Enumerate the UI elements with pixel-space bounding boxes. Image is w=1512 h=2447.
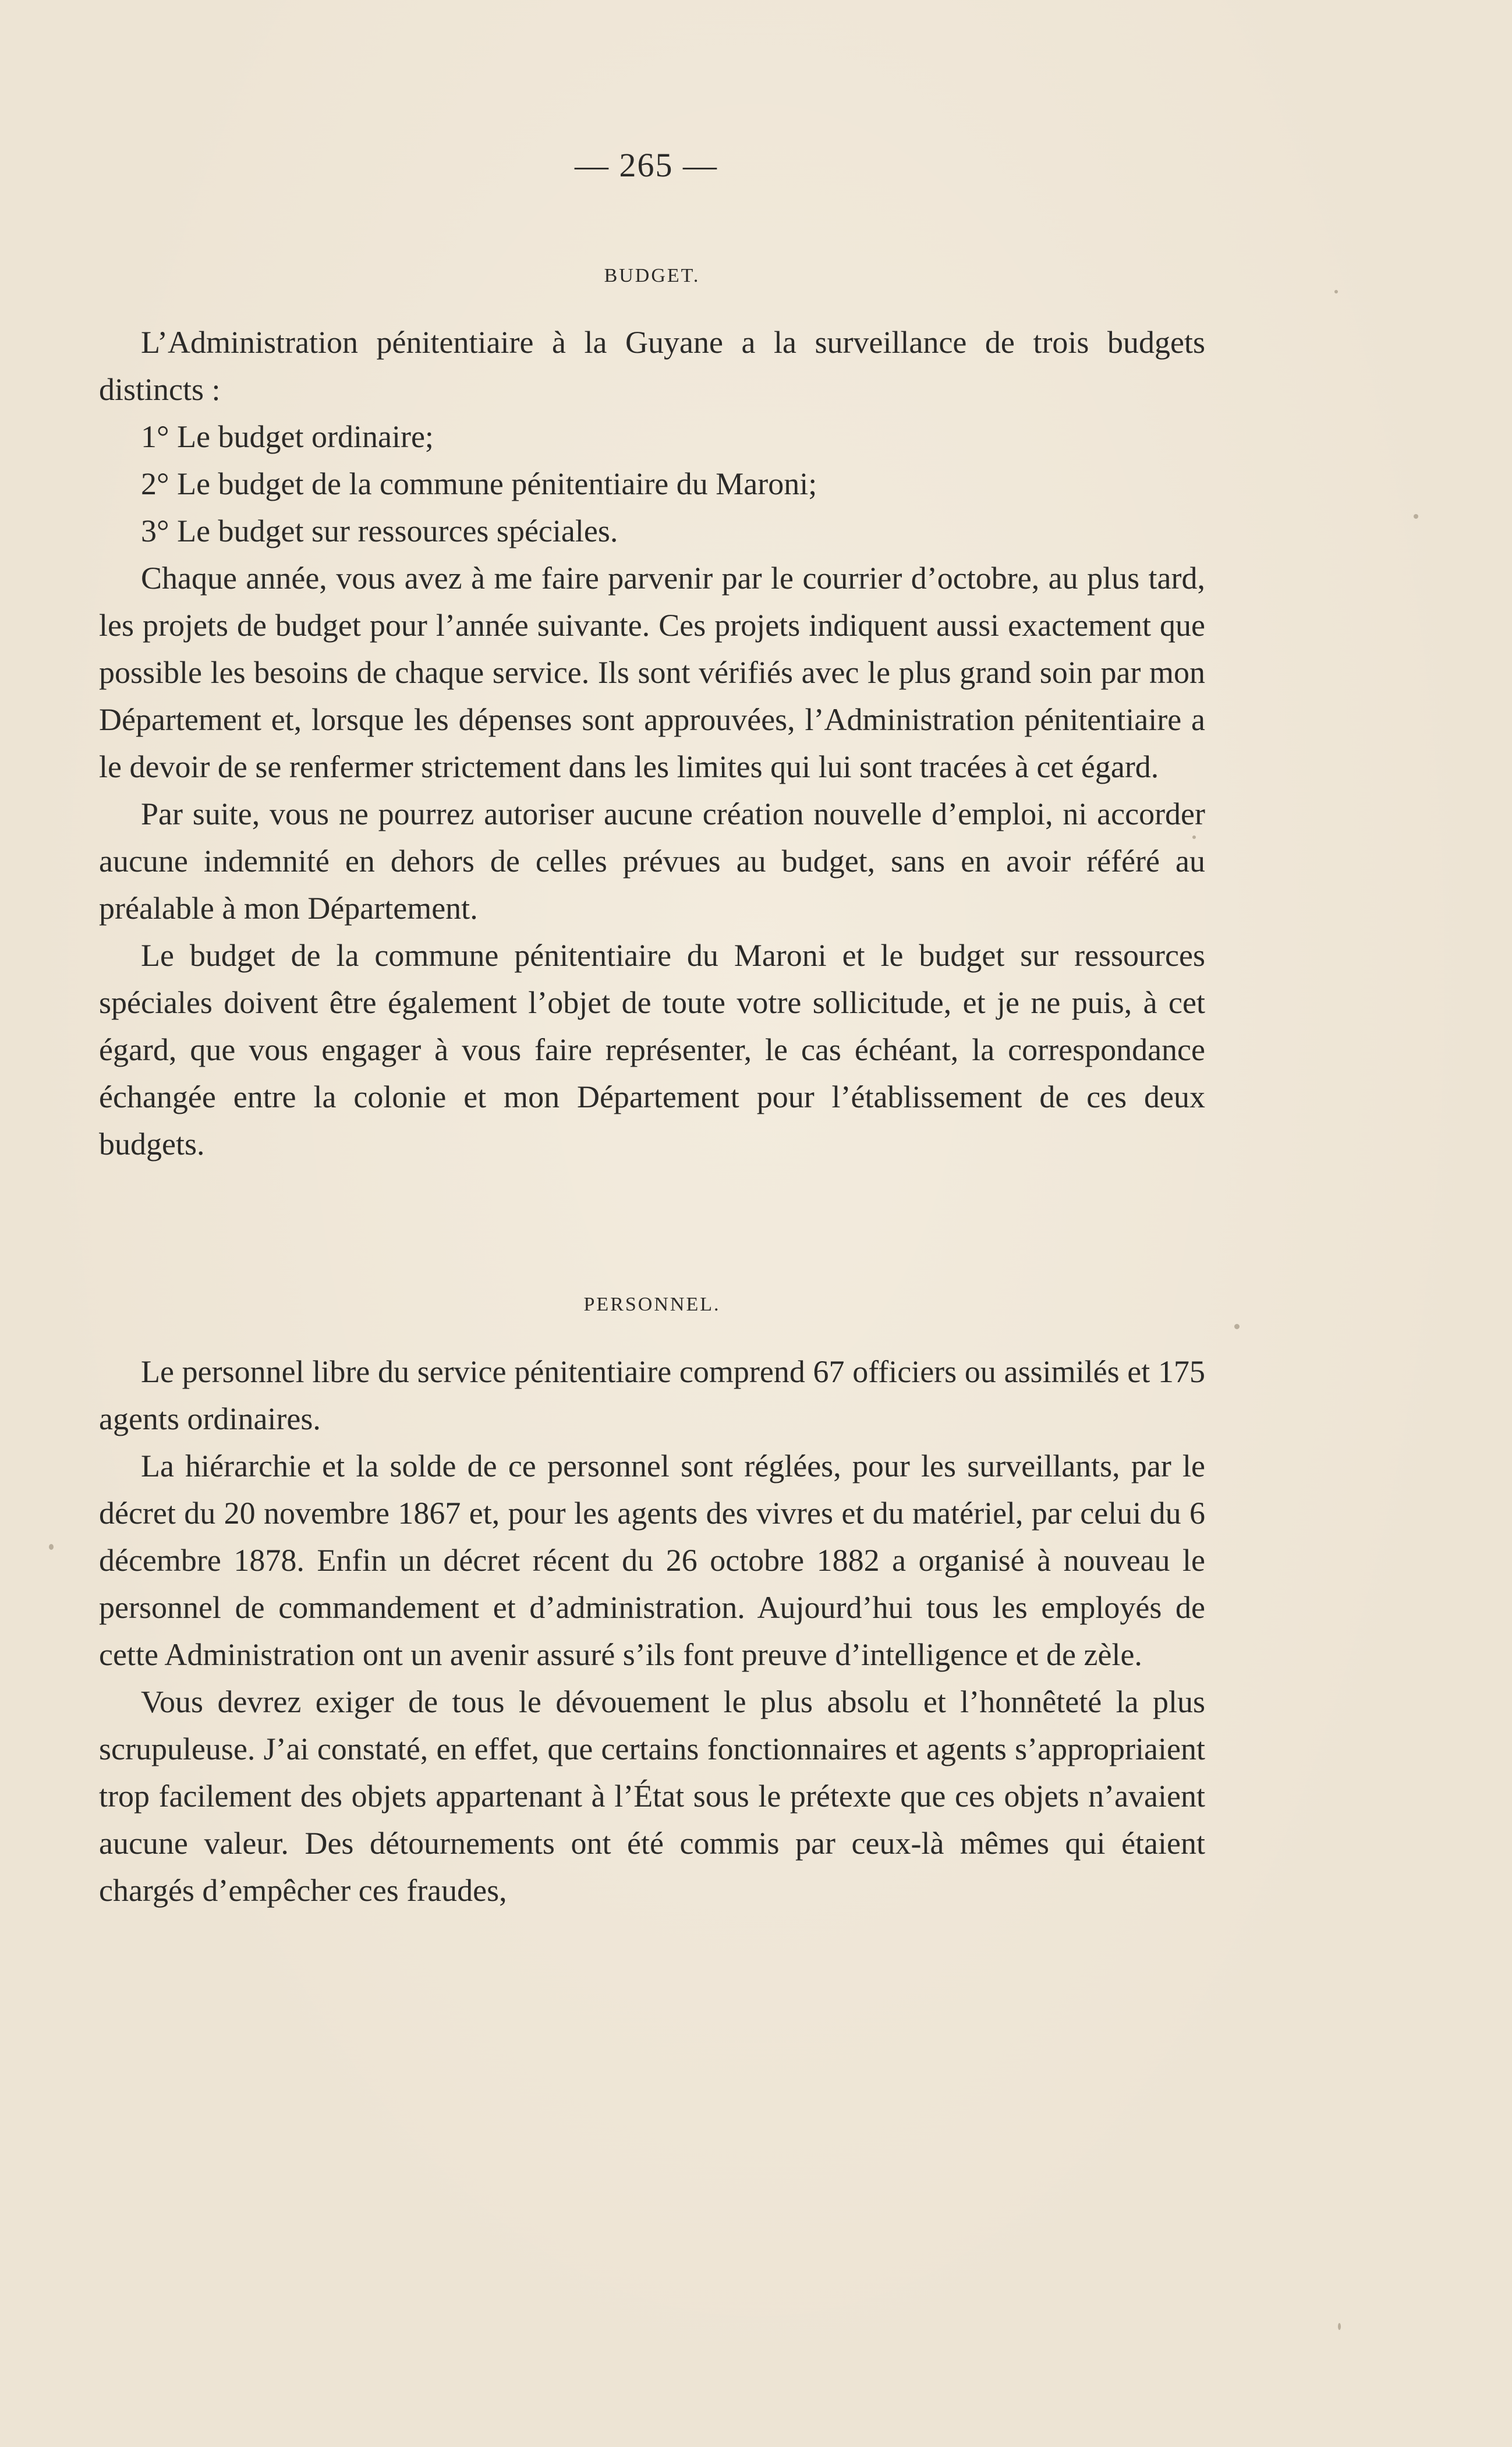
personnel-paragraph: Vous devrez exiger de tous le dévouement le plus absolu et l’honnêteté la plus scrupuleuse. J’ai constaté, en effet, que certains fonctionnaires et agents s’appropriaient trop facilement des objets appartenant à l’État sous le prétexte que ces objets n’avaient aucune valeur. Des détournements ont été commis par ceux-là mêmes qui étaient chargés d’empêcher ces fraudes, xyxy=(99,1684,1205,1908)
page-number: — 265 — xyxy=(575,146,718,184)
paper-speck xyxy=(49,1544,54,1550)
personnel-paragraph: La hiérarchie et la solde de ce personnel sont réglées, pour les surveillants, par le décret du 20 novembre 1867 et, pour les agents des vivres et du matériel, par celui du 6 décembre 1878. Enfin un décret récent du 26 octobre 1882 a organisé à nouveau le personnel de commandement et d’administration. Aujourd’hui tous les employés de cette Administration ont un avenir assuré s’ils font preuve d’intelligence et de zèle. xyxy=(99,1449,1205,1672)
section-heading-personnel: PERSONNEL. xyxy=(583,1294,721,1315)
paper-speck xyxy=(1414,514,1418,519)
paper-speck xyxy=(1334,290,1338,293)
budget-paragraph: Chaque année, vous avez à me faire parvenir par le courrier d’octobre, au plus tard, les projets de budget pour l’année suivante. Ces projets indiquent aussi exactement que possible les besoins de chaque service. Ils sont vérifiés avec le plus grand soin par mon Département et, lorsque les dépenses sont approuvées, l’Administration pénitentiaire a le devoir de se renfermer strictement dans les limites qui lui sont tracées à cet égard. xyxy=(99,561,1205,784)
budget-list-item: 1° Le budget ordinaire; xyxy=(141,419,434,454)
budget-list-item: 2° Le budget de la commune pénitentiaire du Maroni; xyxy=(141,466,817,501)
budget-paragraph: Le budget de la commune pénitentiaire du Maroni et le budget sur ressources spéciales doivent être également l’objet de toute votre sollicitude, et je ne puis, à cet égard, que vous engager à vous faire représenter, le cas échéant, la correspondance échangée entre la colonie et mon Département pour l’établissement de ces deux budgets. xyxy=(99,938,1205,1161)
section-personnel-body xyxy=(99,1348,1205,1914)
budget-intro-paragraph: L’Administration pénitentiaire à la Guyane a la surveillance de trois budgets distincts : xyxy=(99,325,1205,407)
paper-speck xyxy=(1234,1324,1240,1329)
budget-paragraph: Par suite, vous ne pourrez autoriser aucune création nouvelle d’emploi, ni accorder aucune indemnité en dehors de celles prévues au budget, sans en avoir référé au préalable à mon Département. xyxy=(99,796,1205,926)
paper-speck xyxy=(1338,2323,1341,2330)
paper-speck xyxy=(1192,835,1196,839)
budget-list-item: 3° Le budget sur ressources spéciales. xyxy=(141,514,618,548)
section-budget-body xyxy=(99,319,1205,1168)
personnel-paragraph: Le personnel libre du service pénitentiaire comprend 67 officiers ou assimilés et 175 agents ordinaires. xyxy=(99,1354,1205,1436)
section-heading-budget: BUDGET. xyxy=(604,265,700,286)
